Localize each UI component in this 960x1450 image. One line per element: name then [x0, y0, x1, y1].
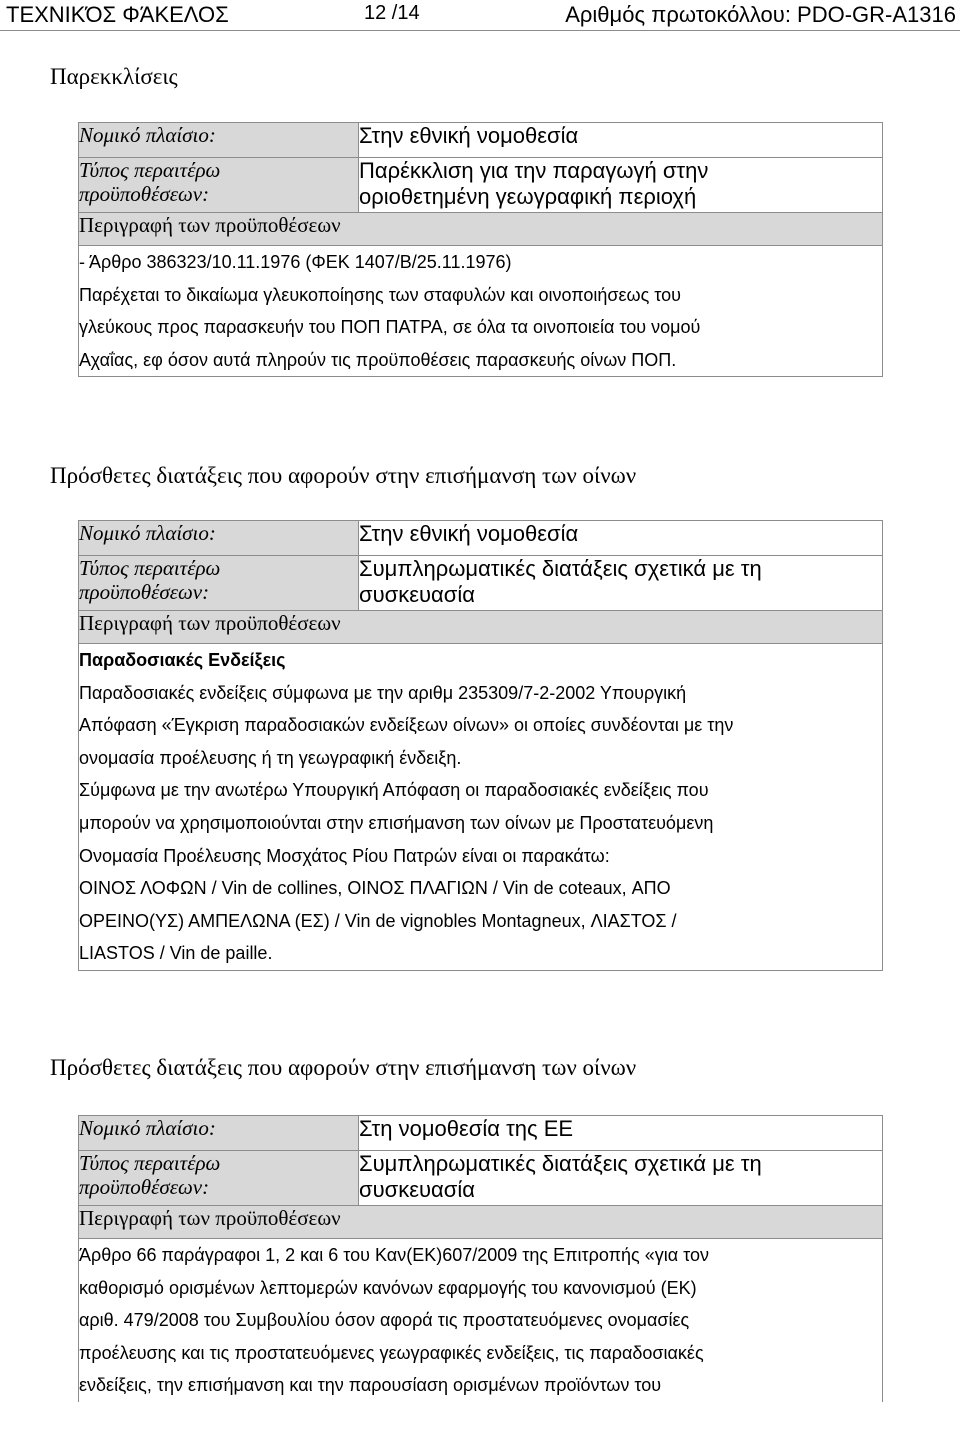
section-title-labelling: Πρόσθετες διατάξεις που αφορούν στην επισήμανση των οίνων: [50, 463, 637, 488]
conditions-description-body: [79, 246, 883, 377]
text-line: αριθ. 479/2008 του Συμβουλίου όσον αφορά τις προστατευόμενες ονομασίες: [79, 1310, 690, 1331]
text-line: Άρθρο 66 παράγραφοι 1, 2 και 6 του Καν(ΕΚ)607/2009 της Επιτροπής «για τον: [79, 1245, 709, 1265]
text-line: Παρέχεται το δικαίωμα γλευκοποίησης των σταφυλών και οινοποιήσεως του: [79, 284, 681, 305]
condition-type-value: [359, 556, 883, 611]
legal-framework-value: Στην εθνική νομοθεσία: [359, 123, 883, 158]
text-line: καθορισμό ορισμένων λεπτομερών κανόνων εφαρμογής του κανονισμού (ΕΚ): [79, 1277, 697, 1298]
text-line: ονομασία προέλευσης ή τη γεωγραφική ένδειξη.: [79, 747, 462, 768]
text-line: Παραδοσιακές ενδείξεις σύμφωνα με την αριθμ 235309/7-2-2002 Υπουργική: [79, 682, 687, 703]
page-number: 12 /14: [364, 2, 420, 24]
text-line: ΟΙΝΟΣ ΛΟΦΩΝ / Vin de collines, ΟΙΝΟΣ ΠΛΑΓΙΩΝ / Vin de coteaux, ΑΠΟ: [79, 878, 671, 899]
conditions-description-label: Περιγραφή των προϋποθέσεων: [79, 611, 883, 644]
conditions-description-body: [79, 644, 883, 971]
condition-type-label: [79, 556, 359, 611]
protocol-number: Αριθμός πρωτοκόλλου: PDO-GR-A1316: [565, 2, 956, 27]
legal-framework-label: Νομικό πλαίσιο:: [79, 123, 359, 158]
legal-framework-value: Στη νομοθεσία της ΕΕ: [359, 1116, 883, 1151]
condition-type-label-line: Τύπος περαιτέρω: [79, 158, 221, 182]
legal-framework-value: Στην εθνική νομοθεσία: [359, 521, 883, 556]
page-header: [0, 0, 960, 31]
legal-framework-label: Νομικό πλαίσιο:: [79, 521, 359, 556]
condition-type-label: [79, 158, 359, 213]
section-title-derogations: Παρεκκλίσεις: [50, 64, 178, 89]
condition-type-value: [359, 158, 883, 213]
text-line: προέλευσης και τις προστατευόμενες γεωγραφικές ενδείξεις, τις παραδοσιακές: [79, 1342, 704, 1363]
condition-type-label-line: προϋποθέσεων:: [79, 1175, 210, 1199]
derogations-table: [78, 122, 883, 377]
text-line: Σύμφωνα με την ανωτέρω Υπουργική Απόφαση οι παραδοσιακές ενδείξεις που: [79, 780, 709, 801]
text-line: LIASTOS / Vin de paille.: [79, 943, 273, 964]
conditions-description-label: Περιγραφή των προϋποθέσεων: [79, 1206, 883, 1239]
labelling-table-eu: [78, 1115, 883, 1402]
condition-type-label-line: Τύπος περαιτέρω: [79, 1151, 221, 1175]
condition-type-label-line: προϋποθέσεων:: [79, 182, 210, 206]
text-line: ενδείξεις, την επισήμανση και την παρουσίαση ορισμένων προϊόντων του: [79, 1375, 662, 1396]
condition-type-label-line: προϋποθέσεων:: [79, 580, 210, 604]
condition-type-value-line: Παρέκκλιση για την παραγωγή στην: [359, 158, 709, 183]
text-line: Ονομασία Προέλευσης Μοσχάτος Ρίου Πατρών είναι οι παρακάτω:: [79, 845, 610, 866]
legal-framework-label: Νομικό πλαίσιο:: [79, 1116, 359, 1151]
text-line: Αχαΐας, εφ όσον αυτά πληρούν τις προϋποθέσεις παρασκευής οίνων ΠΟΠ.: [79, 349, 677, 370]
condition-type-value-line: Συμπληρωματικές διατάξεις σχετικά με τη: [359, 1151, 762, 1176]
text-line: γλεύκους προς παρασκευήν του ΠΟΠ ΠΑΤΡΑ, σε όλα τα οινοποιεία του νομού: [79, 317, 701, 338]
condition-type-value-line: συσκευασία: [359, 1177, 475, 1202]
document-type: ΤΕΧΝΙΚΌΣ ΦΆΚΕΛΟΣ: [6, 2, 229, 27]
conditions-description-body: [79, 1239, 883, 1402]
condition-type-label: [79, 1151, 359, 1206]
condition-type-value: [359, 1151, 883, 1206]
text-line: ΟΡΕΙΝΟ(ΥΣ) ΑΜΠΕΛΩΝΑ (ΕΣ) / Vin de vignobles Montagneux, ΛΙΑΣΤΟΣ /: [79, 910, 677, 931]
text-line: Απόφαση «Έγκριση παραδοσιακών ενδείξεων οίνων» οι οποίες συνδέονται με την: [79, 715, 734, 736]
condition-type-value-line: οριοθετημένη γεωγραφική περιοχή: [359, 184, 697, 209]
traditional-terms-heading: Παραδοσιακές Ενδείξεις: [79, 650, 286, 670]
labelling-table-national: [78, 520, 883, 971]
condition-type-value-line: Συμπληρωματικές διατάξεις σχετικά με τη: [359, 556, 762, 581]
text-line: μπορούν να χρησιμοποιούνται στην επισήμανση των οίνων με Προστατευόμενη: [79, 812, 714, 833]
section-title-labelling-eu: Πρόσθετες διατάξεις που αφορούν στην επισήμανση των οίνων: [50, 1055, 637, 1080]
conditions-description-label: Περιγραφή των προϋποθέσεων: [79, 213, 883, 246]
condition-type-label-line: Τύπος περαιτέρω: [79, 556, 221, 580]
text-line: - Άρθρο 386323/10.11.1976 (ΦΕΚ 1407/Β/25.11.1976): [79, 252, 512, 272]
condition-type-value-line: συσκευασία: [359, 582, 475, 607]
